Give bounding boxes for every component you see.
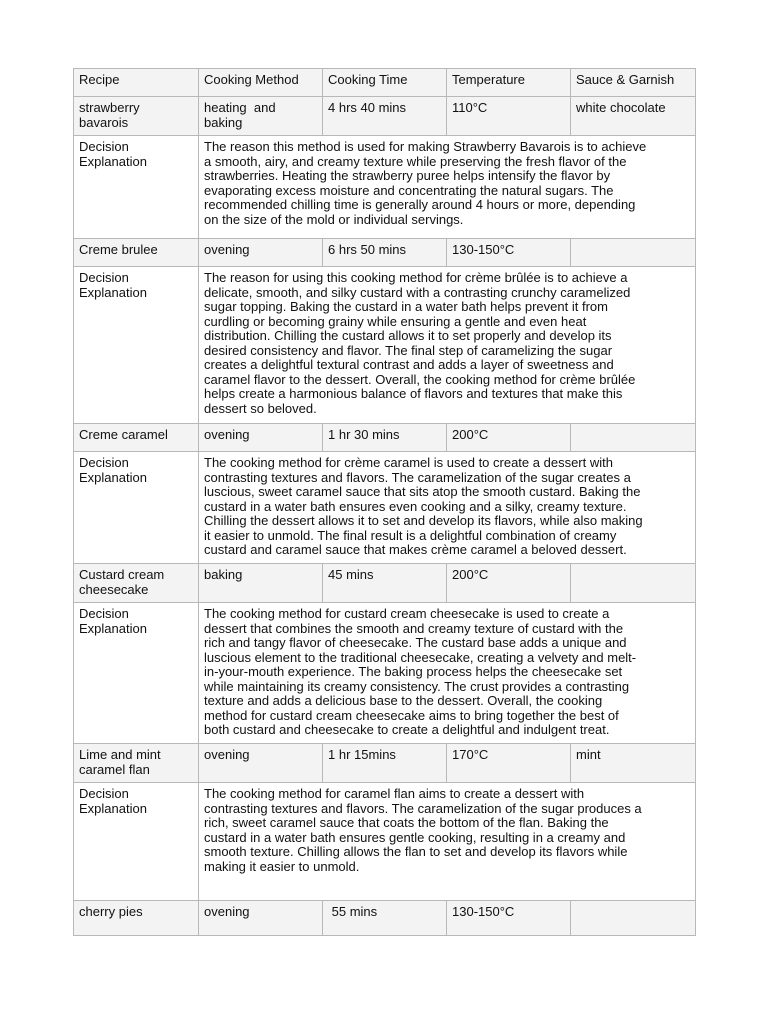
- temperature-cell: 110°C: [447, 97, 571, 136]
- decision-explanation-label: Decision Explanation: [74, 603, 199, 744]
- decision-explanation-text: The cooking method for crème caramel is used to create a dessert with contrasting textures and flavors. The caramelization of the sugar creates a luscious, sweet caramel sauce that sits atop the smooth custard. Baking the custard in a water bath ensures even cooking and a silky, creamy texture. Chilling the dessert allows it to set and develop its flavors, while also making it easier to unmold. The final result is a delightful combination of creamy custard and caramel sauce that makes crème caramel a beloved dessert.: [199, 452, 696, 564]
- explanation-row: [74, 267, 696, 424]
- temperature-cell: 130-150°C: [447, 901, 571, 936]
- decision-explanation-label: Decision Explanation: [74, 452, 199, 564]
- cooking-method-cell: ovening: [199, 239, 323, 267]
- table-row: [74, 901, 696, 936]
- decision-explanation-label: Decision Explanation: [74, 267, 199, 424]
- decision-explanation-label: Decision Explanation: [74, 136, 199, 239]
- sauce-garnish-cell: [571, 564, 696, 603]
- header-sauce-garnish: Sauce & Garnish: [571, 69, 696, 97]
- header-recipe: Recipe: [74, 69, 199, 97]
- recipe-table: [73, 68, 696, 936]
- decision-explanation-text: The cooking method for custard cream cheesecake is used to create a dessert that combines the smooth and creamy texture of custard with the rich and tangy flavor of cheesecake. The custard base adds a unique and luscious element to the traditional cheesecake, creating a velvety and melt- in-your-mouth experience. The baking process helps the cheesecake set while maintaining its creamy consistency. The crust provides a contrasting texture and adds a delicious base to the dessert. Overall, the cooking method for custard cream cheesecake aims to bring together the best of both custard and cheesecake to create a delightful and indulgent treat.: [199, 603, 696, 744]
- recipe-name-cell: Creme caramel: [74, 424, 199, 452]
- cooking-time-cell: 6 hrs 50 mins: [323, 239, 447, 267]
- decision-explanation-text: The reason for using this cooking method for crème brûlée is to achieve a delicate, smooth, and silky custard with a contrasting crunchy caramelized sugar topping. Baking the custard in a water bath helps prevent it from curdling or becoming grainy while ensuring a gentle and even heat distribution. Chilling the custard allows it to set properly and develop its desired consistency and flavor. The final step of caramelizing the sugar creates a delightful textural contrast and adds a layer of sweetness and caramel flavor to the dessert. Overall, the cooking method for crème brûlée helps create a harmonious balance of flavors and textures that make this dessert so beloved.: [199, 267, 696, 424]
- decision-explanation-text: The reason this method is used for making Strawberry Bavarois is to achieve a smooth, airy, and creamy texture while preserving the fresh flavor of the strawberries. Heating the strawberry puree helps intensify the flavor by evaporating excess moisture and concentrating the natural sugars. The recommended chilling time is generally around 4 hours or more, depending on the size of the mold or individual servings.: [199, 136, 696, 239]
- decision-explanation-text: The cooking method for caramel flan aims to create a dessert with contrasting textures and flavors. The caramelization of the sugar produces a rich, sweet caramel sauce that coats the bottom of the flan. Baking the custard in a water bath ensures gentle cooking, resulting in a creamy and smooth texture. Chilling allows the flan to set and develop its flavors while making it easier to unmold.: [199, 783, 696, 901]
- explanation-row: [74, 452, 696, 564]
- cooking-method-cell: baking: [199, 564, 323, 603]
- table-row: [74, 744, 696, 783]
- sauce-garnish-cell: [571, 239, 696, 267]
- explanation-row: [74, 783, 696, 901]
- temperature-cell: 200°C: [447, 424, 571, 452]
- cooking-time-cell: 4 hrs 40 mins: [323, 97, 447, 136]
- header-cooking-time: Cooking Time: [323, 69, 447, 97]
- recipe-name-cell: cherry pies: [74, 901, 199, 936]
- sauce-garnish-cell: white chocolate: [571, 97, 696, 136]
- sauce-garnish-cell: [571, 901, 696, 936]
- cooking-time-cell: 55 mins: [323, 901, 447, 936]
- explanation-row: [74, 136, 696, 239]
- temperature-cell: 200°C: [447, 564, 571, 603]
- cooking-method-cell: ovening: [199, 901, 323, 936]
- cooking-method-cell: heating and baking: [199, 97, 323, 136]
- header-cooking-method: Cooking Method: [199, 69, 323, 97]
- header-row: [74, 69, 696, 97]
- table-row: [74, 97, 696, 136]
- temperature-cell: 130-150°C: [447, 239, 571, 267]
- sauce-garnish-cell: [571, 424, 696, 452]
- cooking-time-cell: 45 mins: [323, 564, 447, 603]
- temperature-cell: 170°C: [447, 744, 571, 783]
- recipe-name-cell: strawberry bavarois: [74, 97, 199, 136]
- explanation-row: [74, 603, 696, 744]
- recipe-name-cell: Lime and mint caramel flan: [74, 744, 199, 783]
- cooking-time-cell: 1 hr 30 mins: [323, 424, 447, 452]
- table-row: [74, 239, 696, 267]
- sauce-garnish-cell: mint: [571, 744, 696, 783]
- decision-explanation-label: Decision Explanation: [74, 783, 199, 901]
- cooking-method-cell: ovening: [199, 424, 323, 452]
- table-row: [74, 424, 696, 452]
- cooking-time-cell: 1 hr 15mins: [323, 744, 447, 783]
- recipe-name-cell: Custard cream cheesecake: [74, 564, 199, 603]
- header-temperature: Temperature: [447, 69, 571, 97]
- table-row: [74, 564, 696, 603]
- cooking-method-cell: ovening: [199, 744, 323, 783]
- recipe-name-cell: Creme brulee: [74, 239, 199, 267]
